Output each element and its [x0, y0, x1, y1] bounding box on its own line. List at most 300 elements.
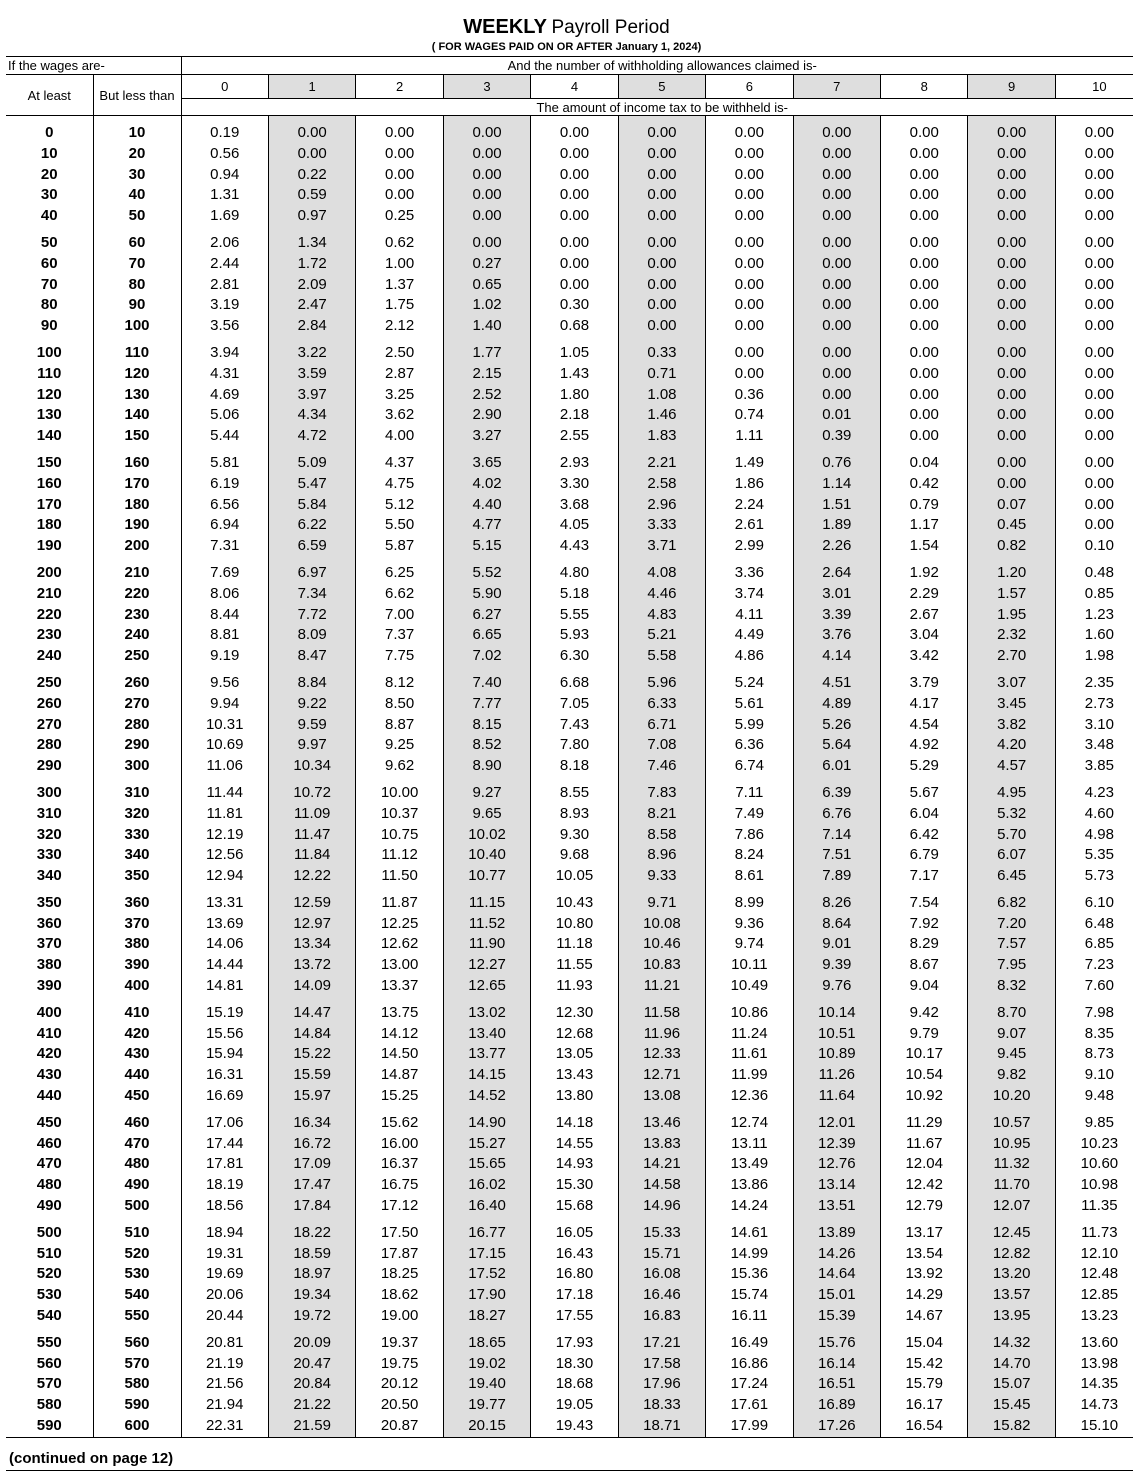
tax-amount-cell: 9.22	[268, 694, 355, 715]
tax-amount-cell: 5.99	[706, 715, 793, 736]
tax-amount-cell: 1.40	[443, 316, 530, 337]
tax-amount-cell: 4.92	[881, 735, 968, 756]
tax-amount-cell: 13.60	[1080, 1333, 1119, 1351]
tax-amount-cell: 3.76	[793, 625, 880, 646]
tax-amount-cell: 10.86	[706, 997, 793, 1024]
tax-amount-cell: 7.92	[881, 914, 968, 935]
tax-amount-cell: 19.05	[531, 1395, 618, 1416]
page-title	[0, 14, 1133, 42]
tax-amount-cell: 12.65	[443, 976, 530, 997]
wage-less-than-cell: 210	[93, 557, 181, 584]
tax-amount-cell: 0.00	[618, 295, 705, 316]
tax-amount-cell: 15.62	[356, 1107, 443, 1134]
tax-amount-cell: 2.67	[881, 605, 968, 626]
tax-amount-cell: 0.00	[881, 275, 968, 296]
wage-at-least-cell: 250	[6, 667, 93, 694]
tax-amount-cell: 6.82	[968, 887, 1055, 914]
tax-amount-cell: 1.05	[531, 337, 618, 364]
table-row	[6, 1327, 1133, 1354]
wage-at-least-cell: 460	[6, 1134, 93, 1155]
tax-amount-cell: 14.52	[443, 1086, 530, 1107]
table-row	[6, 165, 1133, 186]
tax-amount-cell: 11.58	[618, 997, 705, 1024]
wage-less-than-cell: 250	[93, 646, 181, 667]
wage-at-least-cell: 280	[6, 735, 93, 756]
tax-amount-cell: 2.09	[268, 275, 355, 296]
table-row	[6, 337, 1133, 364]
tax-amount-cell: 20.06	[181, 1285, 268, 1306]
tax-amount-cell: 15.94	[181, 1044, 268, 1065]
tax-amount-cell: 19.37	[356, 1327, 443, 1354]
tax-amount-cell: 0.00	[793, 385, 880, 406]
tax-amount-cell: 8.50	[356, 694, 443, 715]
tax-amount-cell: 1.54	[881, 536, 968, 557]
tax-amount-cell: 5.29	[881, 756, 968, 777]
tax-amount-cell: 0.00	[531, 165, 618, 186]
tax-amount-cell: 8.99	[706, 887, 793, 914]
tax-amount-cell: 14.70	[968, 1354, 1055, 1375]
tax-amount-cell: 1.46	[618, 405, 705, 426]
tax-amount-cell: 7.14	[793, 825, 880, 846]
tax-amount-cell: 5.70	[968, 825, 1055, 846]
tax-amount-cell: 10.34	[268, 756, 355, 777]
tax-amount-cell: 9.01	[793, 934, 880, 955]
tax-amount-cell: 0.79	[881, 495, 968, 516]
tax-amount-cell: 14.24	[706, 1196, 793, 1217]
tax-amount-cell: 13.02	[443, 997, 530, 1024]
tax-amount-cell: 17.90	[443, 1285, 530, 1306]
tax-amount-cell: 5.50	[356, 515, 443, 536]
tax-amount-cell: 3.68	[531, 495, 618, 516]
tax-amount-cell: 9.19	[181, 646, 268, 667]
tax-amount-cell: 2.15	[443, 364, 530, 385]
wage-at-least-cell: 260	[6, 694, 93, 715]
tax-amount-cell: 8.84	[268, 667, 355, 694]
tax-amount-cell: 14.12	[356, 1024, 443, 1045]
tax-amount-cell: 13.80	[531, 1086, 618, 1107]
tax-amount-cell: 3.71	[618, 536, 705, 557]
tax-amount-cell: 19.34	[268, 1285, 355, 1306]
tax-amount-cell: 0.00	[968, 426, 1055, 447]
tax-amount-cell: 12.97	[268, 914, 355, 935]
tax-amount-cell: 0.00	[443, 227, 530, 254]
tax-amount-cell: 0.00	[968, 474, 1055, 495]
tax-amount-cell: 10.14	[793, 997, 880, 1024]
tax-amount-cell: 14.73	[1080, 1396, 1119, 1414]
tax-amount-cell: 2.32	[968, 625, 1055, 646]
tax-amount-cell: 0.00	[968, 206, 1055, 227]
tax-amount-cell: 0.01	[793, 405, 880, 426]
wage-less-than-cell: 460	[93, 1107, 181, 1134]
tax-amount-cell: 2.18	[531, 405, 618, 426]
tax-amount-cell: 15.65	[443, 1154, 530, 1175]
tax-amount-cell: 1.20	[968, 557, 1055, 584]
wage-less-than-cell: 480	[93, 1154, 181, 1175]
tax-amount-cell: 9.27	[443, 777, 530, 804]
wage-less-than-cell: 260	[93, 667, 181, 694]
wage-at-least-cell: 570	[6, 1374, 93, 1395]
tax-amount-cell: 7.86	[706, 825, 793, 846]
tax-amount-cell: 6.48	[1084, 914, 1114, 932]
tax-amount-cell: 12.76	[793, 1154, 880, 1175]
tax-amount-cell: 10.11	[706, 955, 793, 976]
tax-amount-cell: 7.23	[1084, 956, 1114, 974]
tax-amount-cell: 12.56	[181, 845, 268, 866]
tax-amount-cell: 10.83	[618, 955, 705, 976]
tax-amount-cell: 0.00	[968, 227, 1055, 254]
wage-less-than-cell: 330	[93, 825, 181, 846]
tax-amount-cell: 13.95	[968, 1306, 1055, 1327]
tax-amount-cell: 13.98	[1080, 1354, 1119, 1372]
tax-amount-cell: 11.81	[181, 804, 268, 825]
tax-amount-cell: 0.00	[881, 316, 968, 337]
tax-amount-cell: 0.00	[531, 275, 618, 296]
wage-less-than-cell: 540	[93, 1285, 181, 1306]
tax-amount-cell: 0.97	[268, 206, 355, 227]
wage-at-least-cell: 170	[6, 495, 93, 516]
tax-amount-cell: 16.08	[618, 1264, 705, 1285]
tax-amount-cell: 0.00	[968, 275, 1055, 296]
tax-amount-cell: 19.72	[268, 1306, 355, 1327]
tax-amount-cell: 17.26	[793, 1416, 880, 1437]
tax-amount-cell: 15.01	[793, 1285, 880, 1306]
tax-amount-cell: 4.00	[356, 426, 443, 447]
tax-amount-cell: 2.26	[793, 536, 880, 557]
tax-amount-cell: 11.73	[1081, 1223, 1118, 1241]
tax-amount-cell: 17.93	[531, 1327, 618, 1354]
tax-amount-cell: 9.59	[268, 715, 355, 736]
table-row	[6, 275, 1133, 296]
allowance-header-0: 0	[181, 75, 268, 99]
table-row	[6, 887, 1133, 914]
tax-amount-cell: 10.17	[881, 1044, 968, 1065]
tax-amount-cell: 0.00	[881, 206, 968, 227]
tax-amount-cell: 13.69	[181, 914, 268, 935]
tax-amount-cell: 9.39	[793, 955, 880, 976]
table-row	[6, 1374, 1133, 1395]
tax-amount-cell: 13.89	[793, 1217, 880, 1244]
tax-amount-cell: 1.37	[356, 275, 443, 296]
tax-amount-cell: 7.08	[618, 735, 705, 756]
tax-amount-cell: 4.80	[531, 557, 618, 584]
tax-amount-cell: 10.98	[1080, 1176, 1119, 1194]
tax-amount-cell: 16.31	[181, 1065, 268, 1086]
tax-amount-cell: 10.60	[1080, 1155, 1119, 1173]
wage-less-than-cell: 20	[93, 144, 181, 165]
table-row	[6, 1024, 1133, 1045]
tax-amount-cell: 0.00	[706, 116, 793, 144]
tax-amount-cell: 13.14	[793, 1175, 880, 1196]
tax-amount-cell: 0.00	[443, 206, 530, 227]
tax-amount-cell: 3.27	[443, 426, 530, 447]
tax-amount-cell: 17.21	[618, 1327, 705, 1354]
tax-amount-cell: 10.43	[531, 887, 618, 914]
title-period-suffix: Payroll Period	[551, 17, 670, 38]
wage-less-than-cell: 570	[93, 1354, 181, 1375]
tax-amount-cell: 19.77	[443, 1395, 530, 1416]
tax-amount-cell: 7.54	[881, 887, 968, 914]
table-body	[6, 116, 1133, 1438]
tax-amount-cell: 7.98	[1084, 1003, 1114, 1021]
tax-amount-cell: 16.11	[706, 1306, 793, 1327]
tax-amount-cell: 20.47	[268, 1354, 355, 1375]
tax-amount-cell: 8.26	[793, 887, 880, 914]
table-row	[6, 1416, 1133, 1437]
tax-amount-cell: 4.31	[181, 364, 268, 385]
wage-at-least-cell: 490	[6, 1196, 93, 1217]
tax-amount-cell: 0.00	[793, 254, 880, 275]
tax-amount-cell: 5.93	[531, 625, 618, 646]
wages-range-label: If the wages are-	[6, 57, 181, 75]
wage-at-least-cell: 70	[6, 275, 93, 296]
wage-at-least-cell: 140	[6, 426, 93, 447]
tax-amount-cell: 0.76	[793, 447, 880, 474]
tax-amount-cell: 0.00	[531, 206, 618, 227]
tax-amount-cell: 7.80	[531, 735, 618, 756]
tax-amount-cell: 1.31	[181, 185, 268, 206]
tax-amount-cell: 0.65	[443, 275, 530, 296]
table-row	[6, 584, 1133, 605]
table-row	[6, 316, 1133, 337]
tax-amount-cell: 0.45	[968, 515, 1055, 536]
tax-amount-cell: 12.42	[881, 1175, 968, 1196]
table-row	[6, 735, 1133, 756]
tax-amount-cell: 2.24	[706, 495, 793, 516]
tax-amount-cell: 0.00	[881, 405, 968, 426]
tax-amount-cell: 15.36	[706, 1264, 793, 1285]
tax-amount-cell: 9.94	[181, 694, 268, 715]
wage-at-least-cell: 50	[6, 227, 93, 254]
tax-amount-cell: 14.90	[443, 1107, 530, 1134]
table-row	[6, 1065, 1133, 1086]
tax-amount-cell: 13.51	[793, 1196, 880, 1217]
tax-amount-cell: 7.57	[968, 934, 1055, 955]
tax-amount-cell: 1.95	[968, 605, 1055, 626]
table-row	[6, 495, 1133, 516]
tax-amount-cell: 7.89	[793, 866, 880, 887]
tax-amount-cell: 5.64	[793, 735, 880, 756]
tax-amount-cell: 0.00	[1084, 144, 1114, 162]
wage-less-than-cell: 410	[93, 997, 181, 1024]
tax-amount-cell: 1.49	[706, 447, 793, 474]
tax-amount-cell: 0.00	[706, 364, 793, 385]
tax-amount-cell: 6.85	[1084, 935, 1114, 953]
wage-less-than-cell: 310	[93, 777, 181, 804]
tax-amount-cell: 6.19	[181, 474, 268, 495]
tax-amount-cell: 18.25	[356, 1264, 443, 1285]
tax-amount-cell: 0.00	[618, 206, 705, 227]
tax-amount-cell: 9.25	[356, 735, 443, 756]
tax-amount-cell: 13.00	[356, 955, 443, 976]
wage-at-least-cell: 270	[6, 715, 93, 736]
tax-amount-cell: 0.00	[793, 144, 880, 165]
tax-amount-cell: 16.51	[793, 1374, 880, 1395]
tax-amount-cell: 0.00	[706, 165, 793, 186]
tax-amount-cell: 15.79	[881, 1374, 968, 1395]
tax-amount-cell: 20.09	[268, 1327, 355, 1354]
tax-amount-cell: 7.60	[1084, 977, 1114, 995]
table-row	[6, 845, 1133, 866]
tax-amount-cell: 17.81	[181, 1154, 268, 1175]
tax-amount-cell: 11.52	[443, 914, 530, 935]
tax-amount-cell: 0.00	[793, 364, 880, 385]
tax-amount-cell: 8.67	[881, 955, 968, 976]
tax-amount-cell: 13.11	[706, 1134, 793, 1155]
tax-amount-cell: 0.42	[881, 474, 968, 495]
tax-amount-cell: 7.75	[356, 646, 443, 667]
wage-less-than-cell: 530	[93, 1264, 181, 1285]
tax-amount-cell: 0.00	[968, 405, 1055, 426]
wage-less-than-cell: 400	[93, 976, 181, 997]
tax-amount-cell: 3.59	[268, 364, 355, 385]
tax-amount-cell: 11.18	[531, 934, 618, 955]
tax-amount-cell: 7.40	[443, 667, 530, 694]
tax-amount-cell: 1.60	[1084, 626, 1114, 644]
tax-amount-cell: 14.18	[531, 1107, 618, 1134]
tax-amount-cell: 0.00	[618, 316, 705, 337]
tax-amount-cell: 13.17	[881, 1217, 968, 1244]
tax-amount-cell: 0.00	[968, 254, 1055, 275]
tax-amount-cell: 2.29	[881, 584, 968, 605]
tax-amount-cell: 18.94	[181, 1217, 268, 1244]
tax-amount-cell: 12.27	[443, 955, 530, 976]
tax-amount-cell: 5.87	[356, 536, 443, 557]
tax-amount-cell: 6.22	[268, 515, 355, 536]
table-row	[6, 756, 1133, 777]
tax-amount-cell: 11.93	[531, 976, 618, 997]
tax-amount-cell: 8.47	[268, 646, 355, 667]
tax-amount-cell: 5.21	[618, 625, 705, 646]
tax-amount-cell: 18.19	[181, 1175, 268, 1196]
tax-amount-cell: 2.96	[618, 495, 705, 516]
table-row	[6, 1306, 1133, 1327]
tax-amount-cell: 4.86	[706, 646, 793, 667]
wage-at-least-cell: 150	[6, 447, 93, 474]
tax-amount-cell: 4.72	[268, 426, 355, 447]
tax-amount-cell: 0.00	[1084, 406, 1114, 424]
tax-amount-cell: 7.43	[531, 715, 618, 736]
tax-amount-cell: 12.82	[968, 1244, 1055, 1265]
tax-amount-cell: 3.48	[1084, 736, 1114, 754]
tax-amount-cell: 1.00	[356, 254, 443, 275]
tax-amount-cell: 20.87	[356, 1416, 443, 1437]
table-row	[6, 715, 1133, 736]
table-row	[6, 295, 1133, 316]
tax-amount-cell: 10.00	[356, 777, 443, 804]
tax-amount-cell: 15.19	[181, 997, 268, 1024]
tax-amount-cell: 5.96	[618, 667, 705, 694]
tax-amount-cell: 8.21	[618, 804, 705, 825]
wage-less-than-cell: 220	[93, 584, 181, 605]
tax-amount-cell: 4.08	[618, 557, 705, 584]
tax-amount-cell: 4.89	[793, 694, 880, 715]
tax-amount-cell: 9.79	[881, 1024, 968, 1045]
table-row	[6, 385, 1133, 406]
tax-amount-cell: 3.97	[268, 385, 355, 406]
tax-amount-cell: 16.54	[881, 1416, 968, 1437]
tax-amount-cell: 5.90	[443, 584, 530, 605]
tax-amount-cell: 6.65	[443, 625, 530, 646]
wage-at-least-cell: 200	[6, 557, 93, 584]
tax-amount-cell: 12.10	[1080, 1244, 1119, 1262]
wage-less-than-cell: 340	[93, 845, 181, 866]
wage-at-least-cell: 190	[6, 536, 93, 557]
tax-amount-cell: 0.59	[268, 185, 355, 206]
tax-amount-cell: 6.56	[181, 495, 268, 516]
tax-amount-cell: 0.00	[1084, 124, 1114, 141]
wage-at-least-cell: 590	[6, 1416, 93, 1437]
tax-amount-cell: 0.74	[706, 405, 793, 426]
table-row	[6, 1217, 1133, 1244]
tax-amount-cell: 17.18	[531, 1285, 618, 1306]
tax-amount-cell: 6.27	[443, 605, 530, 626]
tax-amount-cell: 0.00	[1084, 296, 1114, 314]
wage-less-than-cell: 320	[93, 804, 181, 825]
tax-amount-cell: 0.00	[706, 275, 793, 296]
tax-amount-cell: 0.00	[618, 275, 705, 296]
table-row	[6, 694, 1133, 715]
tax-amount-cell: 9.97	[268, 735, 355, 756]
tax-amount-cell: 7.69	[181, 557, 268, 584]
wage-at-least-cell: 390	[6, 976, 93, 997]
wage-at-least-cell: 340	[6, 866, 93, 887]
tax-amount-cell: 10.37	[356, 804, 443, 825]
tax-amount-cell: 6.62	[356, 584, 443, 605]
tax-amount-cell: 4.95	[968, 777, 1055, 804]
tax-amount-cell: 5.84	[268, 495, 355, 516]
tax-amount-cell: 0.00	[1084, 317, 1114, 335]
tax-amount-cell: 12.30	[531, 997, 618, 1024]
tax-amount-cell: 12.79	[881, 1196, 968, 1217]
tax-amount-cell: 16.72	[268, 1134, 355, 1155]
tax-amount-cell: 11.47	[268, 825, 355, 846]
tax-amount-cell: 1.34	[268, 227, 355, 254]
tax-amount-cell: 1.51	[793, 495, 880, 516]
tax-amount-cell: 0.00	[793, 316, 880, 337]
table-row	[6, 515, 1133, 536]
tax-amount-cell: 15.30	[531, 1175, 618, 1196]
tax-amount-cell: 16.77	[443, 1217, 530, 1244]
tax-amount-cell: 5.73	[1084, 867, 1114, 885]
tax-amount-cell: 7.05	[531, 694, 618, 715]
tax-amount-cell: 4.46	[618, 584, 705, 605]
tax-amount-cell: 3.82	[968, 715, 1055, 736]
tax-amount-cell: 12.62	[356, 934, 443, 955]
tax-amount-cell: 2.52	[443, 385, 530, 406]
tax-amount-cell: 19.00	[356, 1306, 443, 1327]
tax-amount-cell: 10.57	[968, 1107, 1055, 1134]
tax-amount-cell: 3.36	[706, 557, 793, 584]
tax-amount-cell: 17.96	[618, 1374, 705, 1395]
tax-amount-cell: 12.22	[268, 866, 355, 887]
tax-amount-cell: 2.55	[531, 426, 618, 447]
wage-less-than-cell: 130	[93, 385, 181, 406]
wage-less-than-cell: 550	[93, 1306, 181, 1327]
tax-amount-cell: 2.61	[706, 515, 793, 536]
tax-amount-cell: 2.58	[618, 474, 705, 495]
tax-amount-cell: 10.75	[356, 825, 443, 846]
tax-amount-cell: 12.39	[793, 1134, 880, 1155]
tax-amount-cell: 18.56	[181, 1196, 268, 1217]
wage-less-than-cell: 350	[93, 866, 181, 887]
tax-amount-cell: 0.00	[881, 227, 968, 254]
tax-amount-cell: 0.00	[968, 385, 1055, 406]
tax-amount-cell: 6.74	[706, 756, 793, 777]
wage-less-than-cell: 240	[93, 625, 181, 646]
table-row	[6, 1086, 1133, 1107]
tax-amount-cell: 2.90	[443, 405, 530, 426]
tax-amount-cell: 16.17	[881, 1395, 968, 1416]
